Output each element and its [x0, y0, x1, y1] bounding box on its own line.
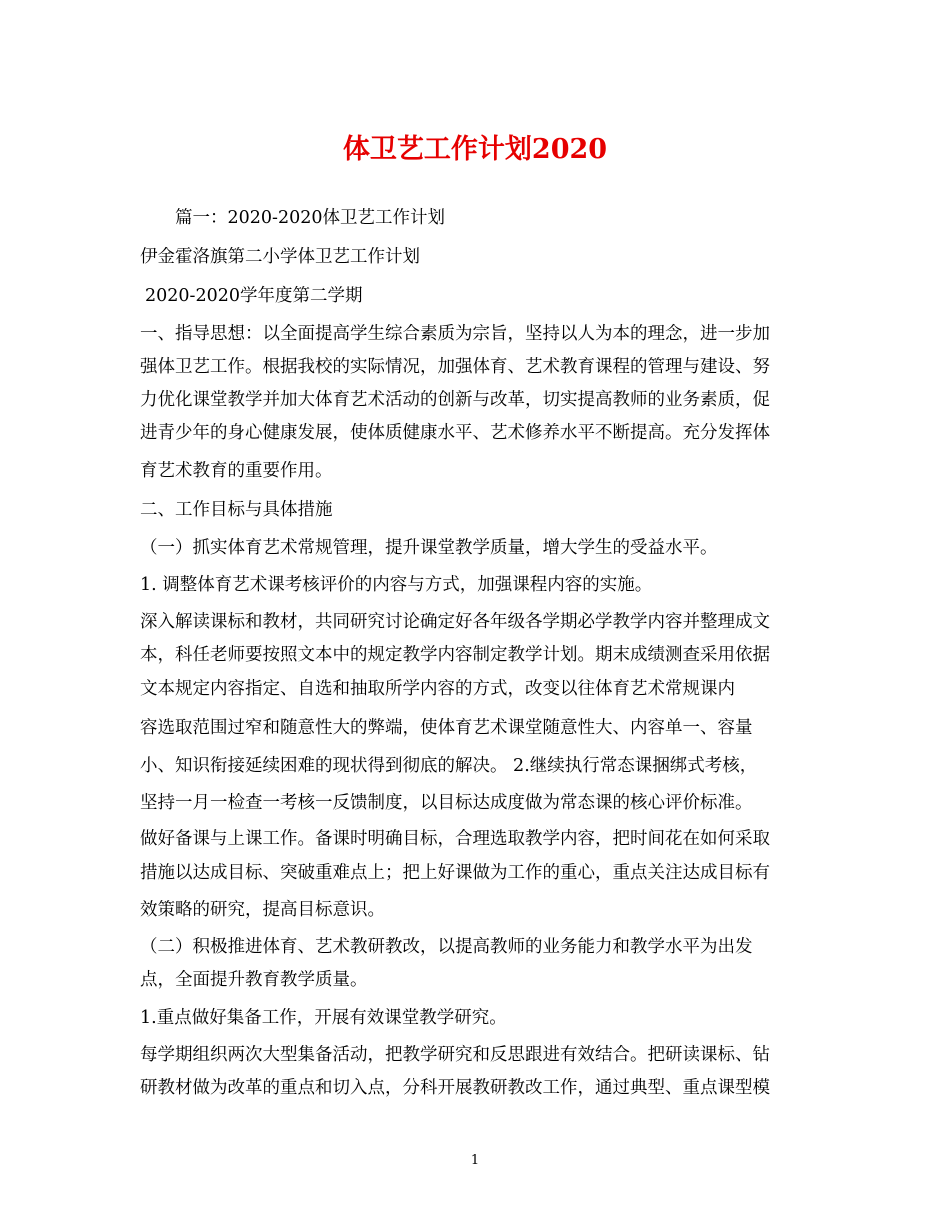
text-line: 每学期组织两次大型集备活动，把教学研究和反思跟进有效结合。把研读课标、钻	[140, 1045, 770, 1065]
text-line: 深入解读课标和教材，共同研究讨论确定好各年级各学期必学教学内容并整理成文	[140, 612, 770, 632]
text-line: 伊金霍洛旗第二小学体卫艺工作计划	[140, 247, 420, 267]
text-line: 本，科任老师要按照文本中的规定教学内容制定教学计划。期末成绩测查采用依据	[140, 645, 770, 665]
text-line: 一、指导思想：以全面提高学生综合素质为宗旨，坚持以人为本的理念，进一步加	[140, 324, 770, 344]
document-title: 体卫艺工作计划2020	[342, 134, 608, 165]
text-line: 坚持一月一检查一考核一反馈制度，以目标达成度做为常态课的核心评价标准。	[140, 793, 753, 813]
page-number: 1	[470, 1153, 480, 1168]
text-line: 1. 调整体育艺术课考核评价的内容与方式，加强课程内容的实施。	[140, 575, 653, 595]
text-line: 进青少年的身心健康发展，使体质健康水平、艺术修养水平不断提高。充分发挥体	[140, 423, 770, 443]
text-line: 研教材做为改革的重点和切入点，分科开展教研教改工作，通过典型、重点课型模	[140, 1078, 770, 1098]
text-line: （一）抓实体育艺术常规管理，提升课堂教学质量，增大学生的受益水平。	[140, 538, 718, 558]
text-line: 2020-2020学年度第二学期	[145, 286, 363, 306]
text-line: 容选取范围过窄和随意性大的弊端，使体育艺术课堂随意性大、内容单一、容量	[140, 718, 753, 738]
text-line: （二）积极推进体育、艺术教研教改，以提高教师的业务能力和教学水平为出发	[140, 937, 753, 957]
text-line: 篇一：2020-2020体卫艺工作计划	[175, 208, 445, 228]
text-line: 小、知识衔接延续困难的现状得到彻底的解决。 2.继续执行常态课捆绑式考核，	[140, 756, 758, 776]
text-line: 二、工作目标与具体措施	[140, 500, 333, 520]
text-line: 育艺术教育的重要作用。	[140, 461, 333, 481]
text-line: 力优化课堂教学并加大体育艺术活动的创新与改革，切实提高教师的业务素质，促	[140, 390, 770, 410]
text-line: 强体卫艺工作。根据我校的实际情况，加强体育、艺术教育课程的管理与建设、努	[140, 357, 770, 377]
text-line: 做好备课与上课工作。备课时明确目标，合理选取教学内容，把时间花在如何采取	[140, 829, 770, 849]
text-line: 点，全面提升教育教学质量。	[140, 970, 368, 990]
text-line: 效策略的研究，提高目标意识。	[140, 900, 385, 920]
text-line: 措施以达成目标、突破重难点上；把上好课做为工作的重心，重点关注达成目标有	[140, 863, 770, 883]
text-line: 文本规定内容指定、自选和抽取所学内容的方式，改变以往体育艺术常规课内	[140, 679, 735, 699]
text-line: 1.重点做好集备工作，开展有效课堂教学研究。	[140, 1008, 507, 1028]
